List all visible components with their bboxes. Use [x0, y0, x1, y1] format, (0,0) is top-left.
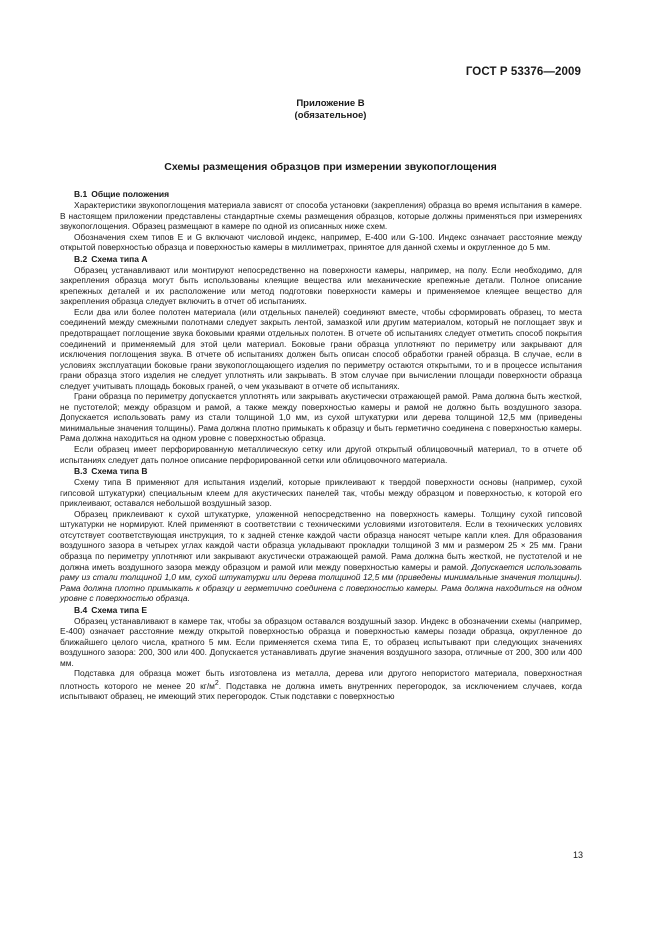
appendix-status: (обязательное)	[294, 110, 367, 121]
paragraph: Подставка для образца может быть изготовлена из металла, дерева или другого непористого материала, поверхностная плотность которого не менее 20 $кг/м^2$. Подставка не должна иметь внутренних перегородок, за исключением случаев, когда испытывают образец, не имеющий этих перегородок. Стык подставки с поверхностью	[60, 668, 582, 702]
section-heading-b1: В.1 Общие положения	[74, 189, 170, 199]
paragraph: Если два или более полотен материала (или отдельных панелей) соединяют вместе, чтобы сформировать образец, то места соединений между смежными полотнами следует закрыть лентой, замазкой или другим материалом, который не поглощает звук и предотвращает поглощение звука боковыми краями отдельных полотен. В отчете об испытаниях следует отметить способ покрытия соединений и применяемый для этой цели материал. Боковые грани образца уплотняют по периметру или закрывают для исключения поглощения звука. В отчете об испытаниях должен быть описан способ обработки граней образца. В случае, если в условиях эксплуатации боковые грани звукопоглощающего изделия по периметру остаются открытыми, то и в процессе испытания грани образца этого изделия не следует уплотнять или закрывать. В этом случае при вычислении площади поверхности образца следует учитывать площадь боковых граней, о чем указывают в отчете об испытаниях.	[60, 306, 582, 391]
italic-note: Допускается использовать раму из стали толщиной 1,0 мм, сухой штукатурки или дерева толщиной 12,5 мм (приведены минимальные значения толщины). Рама должна плотно примыкать к образцу и герметично соединена с поверхностью камеры. Рама должна находиться на одном уровне с поверхностью образца.	[60, 561, 582, 604]
paragraph: Обозначения схем типов E и G включают числовой индекс, например, E-400 или G-100. Индекс означает расстояние между открытой поверхностью образца и поверхностью камеры в миллиметрах, принятое для данной схемы и округленное до 5 мм.	[60, 231, 582, 253]
paragraph: Образец приклеивают к сухой штукатурке, уложенной непосредственно на поверхность камеры. Толщину сухой гипсовой штукатурки не нормируют. Клей применяют в соответствии с техническими условиями изготовителя. Если в технических условиях отсутствует соответствующая инструкция, то к задней стенке каждой части образца наносят четыре капли клея. Для образования воздушного зазора в четырех углах каждой части образца укладывают прокладки толщиной 3 мм и размером 25 × 25 мм. Грани образца по периметру уплотняют или закрывают акустически отражающей рамой. Рама должна быть жесткой, не пустотелой и не должна иметь воздушного зазора между образцом и рамой или между поверхностью камеры и рамой. Допускается использовать раму из стали толщиной 1,0 мм, сухой штукатурки или дерева толщиной 12,5 мм (приведены минимальные значения толщины). Рама должна плотно примыкать к образцу и герметично соединена с поверхностью камеры. Рама должна находиться на одном уровне с поверхностью образца.	[60, 508, 582, 604]
appendix-heading	[0, 98, 661, 122]
paragraph: Схему типа B применяют для испытания изделий, которые приклеивают к твердой поверхности основы (например, сухой гипсовой штукатурки) специальным клеем для акустических панелей так, чтобы между образцом и поверхностью, к которой его приклеивают, оставался небольшой воздушный зазор.	[60, 477, 582, 509]
paragraph: Образец устанавливают в камере так, чтобы за образцом оставался воздушный зазор. Индекс в обозначении схемы (например, E-400) означает расстояние между открытой поверхностью образца и поверхностью камеры позади образца, округленное до ближайшего целого числа, кратного 5 мм. Если применяется схема типа E, то образец испытывают при следующих значениях воздушного зазора: 200, 300 или 400. Допускается устанавливать другие значения воздушного зазора, отличные от 200, 300 или 400 мм.	[60, 615, 582, 668]
paragraph: Образец устанавливают или монтируют непосредственно на поверхности камеры, например, на полу. Если необходимо, для закрепления образца могут быть использованы клеящие вещества или механические крепежные детали. Полное описание крепежных деталей и их расположение или метод подготовки поверхности камеры и применяемое клеящее вещество для закрепления образца следует включить в отчет об испытаниях.	[60, 264, 582, 307]
section-heading-b2: В.2 Схема типа A	[74, 253, 148, 264]
paragraph: Характеристики звукопоглощения материала зависят от способа установки (закрепления) образца во время испытания в камере. В настоящем приложении представлены стандартные схемы размещения образцов, которые должны применяться при измерениях звукопоглощения. Образец размещают в камере по одной из описанных ниже схем.	[60, 200, 582, 232]
paragraph: Грани образца по периметру допускается уплотнять или закрывать акустически отражающей рамой. Рама должна быть жесткой, не пустотелой; между образцом и рамой, а также между поверхностью камеры и рамой не должно быть воздушного зазора. Допускается использовать раму из стали толщиной 1,0 мм, из сухой штукатурки или дерева толщиной 12,5 мм (приведены минимальные значения толщины). Рама должна плотно примыкать к образцу и быть герметично соединена с поверхностью камеры. Рама должна находиться на одном уровне с поверхностью образца.	[60, 391, 582, 444]
section-heading-b4: В.4 Схема типа E	[74, 604, 148, 615]
document-body	[60, 188, 582, 702]
document-title: Схемы размещения образцов при измерении звукопоглощения	[164, 161, 497, 173]
page-number: 13	[572, 850, 583, 860]
paragraph: Если образец имеет перфорированную металлическую сетку или другой открытый облицовочный материал, то в отчете об испытаниях следует дать полное описание перфорированной сетки или облицовочного материала.	[60, 444, 582, 465]
section-heading-b3: В.3 Схема типа B	[74, 466, 148, 477]
appendix-title: Приложение В	[296, 98, 365, 109]
standard-code: ГОСТ Р 53376—2009	[465, 66, 581, 78]
